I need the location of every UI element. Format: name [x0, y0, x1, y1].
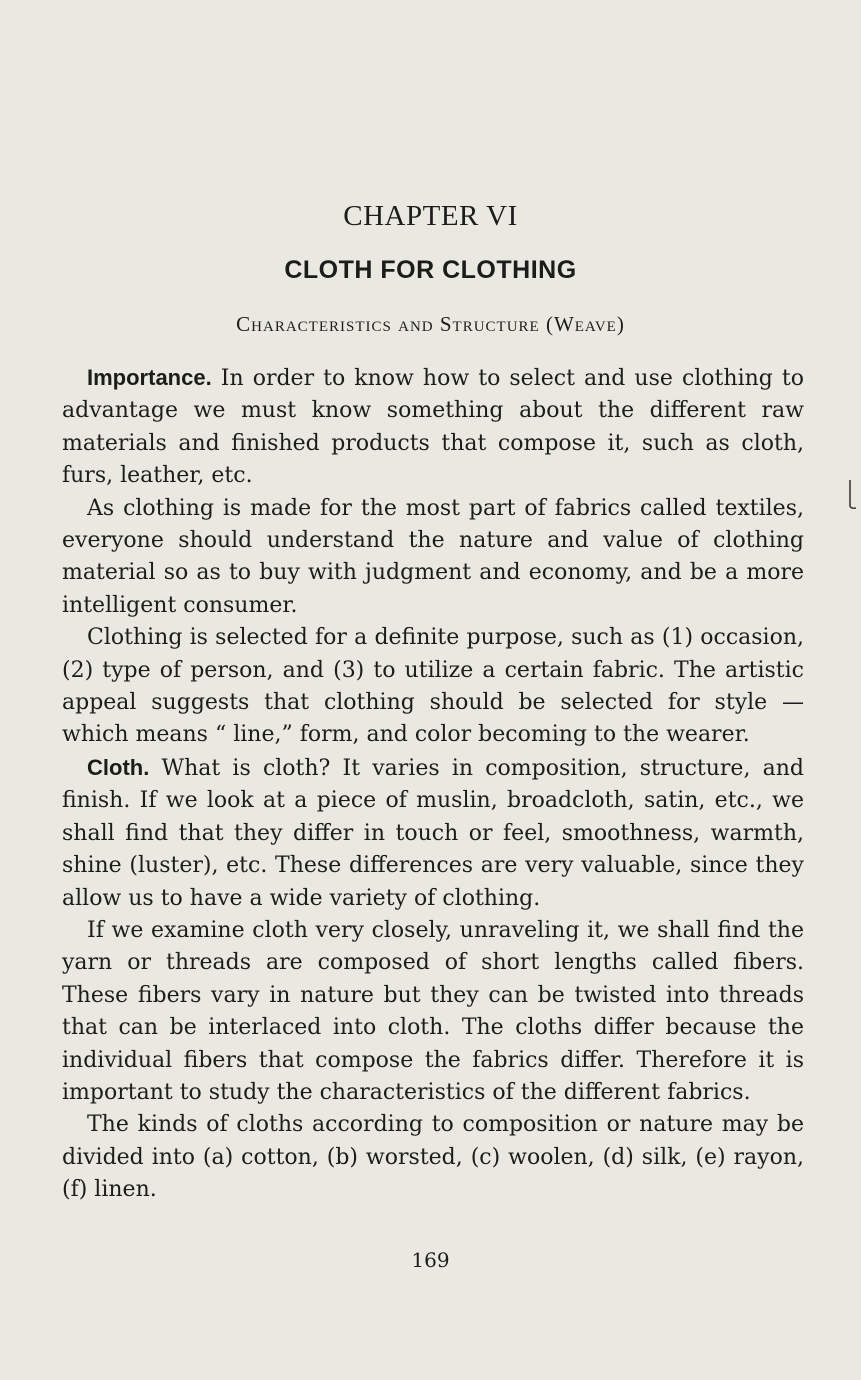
paragraph-text: As clothing is made for the most part of fabrics called textiles, everyone should understand the nature and value of clothing material so as to buy with judgment and economy, and be a more intelligent consumer. — [62, 495, 804, 618]
paragraph-text: What is cloth? It varies in composition, structure, and finish. If we look at a piece of muslin, broadcloth, satin, etc., we shall find that they differ in touch or feel, smoothness, warmth, shine (luster), etc. These differences are very valuable, since they allow us to have a wide variety of clothing. — [62, 755, 804, 911]
paragraph-text: The kinds of cloths according to composition or nature may be divided into (a) cotton, (b) worsted, (c) woolen, (d) silk, (e) rayon, (f) linen. — [62, 1112, 804, 1203]
paragraph-text: Clothing is selected for a definite purpose, such as (1) occasion, (2) type of person, and (3) to utilize a certain fabric. The artistic appeal suggests that clothing should be selected for style — which means “ line,” form, and color becoming to the wearer. — [62, 625, 804, 748]
paragraph-kinds — [62, 1109, 804, 1206]
margin-pencil-mark — [848, 478, 858, 512]
paragraph-cloth — [62, 752, 804, 915]
paragraph-importance — [62, 362, 804, 493]
paragraph-text: If we examine cloth very closely, unraveling it, we shall find the yarn or threads are composed of short lengths called fibers. These fibers vary in nature but they can be twisted into threads that can be interlaced into cloth. The cloths differ because the individual fibers that compose the fabrics differ. Therefore it is important to study the characteristics of the different fabrics. — [62, 917, 804, 1105]
paragraph-purpose — [62, 622, 804, 752]
page-number: 169 — [411, 1248, 450, 1272]
paragraph-lead: Cloth. — [87, 754, 150, 780]
paragraph-textiles — [62, 493, 804, 623]
chapter-title: CLOTH FOR CLOTHING — [284, 256, 577, 284]
paragraph-text: In order to know how to select and use clothing to advantage we must know something about the different raw materials and finished products that compose it, such as cloth, furs, leather, etc. — [62, 366, 805, 489]
chapter-number: CHAPTER VI — [343, 200, 518, 232]
section-heading: Characteristics and Structure (Weave) — [236, 312, 625, 336]
paragraph-fibers — [62, 915, 804, 1109]
body-text — [62, 362, 804, 1207]
paragraph-lead: Importance. — [87, 365, 212, 390]
